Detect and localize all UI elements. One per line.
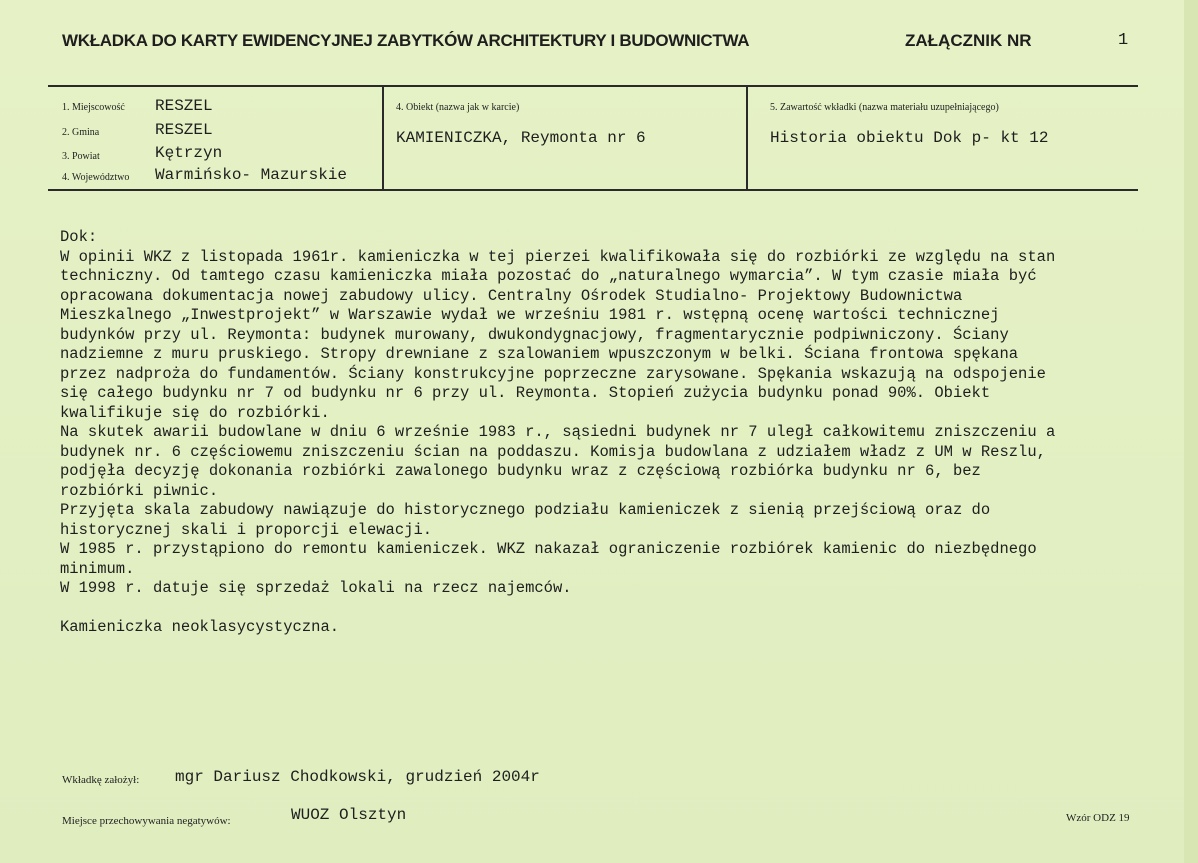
card-title: WKŁADKA DO KARTY EWIDENCYJNEJ ZABYTKÓW ARCHITEKTURY I BUDOWNICTWA — [62, 31, 750, 50]
district-label: 3. Powiat — [62, 151, 100, 162]
commune-label: 2. Gmina — [62, 127, 100, 138]
locality-label: 1. Miejscowość — [62, 102, 125, 113]
column-divider-1 — [382, 86, 384, 190]
author-value: mgr Dariusz Chodkowski, grudzień 2004r — [175, 768, 540, 786]
history-text: Dok: W opinii WKZ z listopada 1961r. kamieniczka w tej pierzei kwalifikowała się do rozbiórki ze względu na stan techniczny. Od tamtego czasu kamieniczka miała pozostać do „naturalnego wymarcia”. W tym czasie miała być opracowana dokumentacja nowej zabudowy ulicy. Centralny Ośrodek Studialno- Projektowy Budownictwa Mieszkalnego „Inwestprojekt” w Warszawie wydał we wrześniu 1981 r. wstępną ocenę wartości technicznej budynków przy ul. Reymonta: budynek murowany, dwukondygnacjowy, fragmentarycznie podpiwniczony. Ściany nadziemne z muru pruskiego. Stropy drewniane z szalowaniem wpuszczonym w belki. Ściana frontowa spękana przez nadproża do fundamentów. Ściany konstrukcyjne poprzeczne zarysowane. Spękania wskazują na odspojenie się całego budynku nr 7 od budynku nr 6 przy ul. Reymonta. Stopień zużycia budynku ponad 90%. Obiekt kwalifikuje się do rozbiórki. Na skutek awarii budowlane w dniu 6 wrześnie 1983 r., sąsiedni budynek nr 7 uległ całkowitemu zniszczeniu a budynek nr. 6 częściowemu zniszczeniu ścian na poddaszu. Komisja budowlana z udziałem władz z UM w Reszlu, podjęła decyzję dokonania rozbiórki zawalonego budynku wraz z częściową rozbiórka budynku nr 6, bez rozbiórki piwnic. Przyjęta skala zabudowy nawiązuje do historycznego podziału kamieniczek z sienią przejściową oraz do historycznej skali i proporcji elewacji. W 1985 r. przystąpiono do remontu kamieniczek. WKZ nakazał ograniczenie rozbiórek kamienic do niezbędnego minimum. W 1998 r. datuje się sprzedaż lokali na rzecz najemców. Kamieniczka neoklasycystyczna. — [60, 228, 1056, 636]
district-value: Kętrzyn — [155, 144, 223, 162]
header-rule-bottom — [48, 189, 1138, 191]
contents-value: Historia obiektu Dok p- kt 12 — [770, 129, 1049, 147]
object-label: 4. Obiekt (nazwa jak w karcie) — [396, 102, 520, 113]
commune-value: RESZEL — [155, 121, 213, 139]
annex-label: ZAŁĄCZNIK NR — [905, 31, 1032, 50]
object-value: KAMIENICZKA, Reymonta nr 6 — [396, 129, 646, 147]
voivodeship-label: 4. Województwo — [62, 172, 130, 183]
negatives-location-value: WUOZ Olsztyn — [291, 806, 407, 824]
author-label: Wkładkę założył: — [62, 774, 140, 786]
header-rule-top — [48, 85, 1138, 87]
contents-label: 5. Zawartość wkładki (nazwa materiału uzupełniającego) — [770, 102, 999, 113]
negatives-location-label: Miejsce przechowywania negatywów: — [62, 815, 231, 827]
form-template-code: Wzór ODZ 19 — [1066, 812, 1130, 824]
locality-value: RESZEL — [155, 97, 213, 115]
voivodeship-value: Warmińsko- Mazurskie — [155, 166, 348, 184]
scan-edge — [1184, 0, 1198, 863]
annex-number: 1 — [1118, 31, 1129, 50]
column-divider-2 — [746, 86, 748, 190]
